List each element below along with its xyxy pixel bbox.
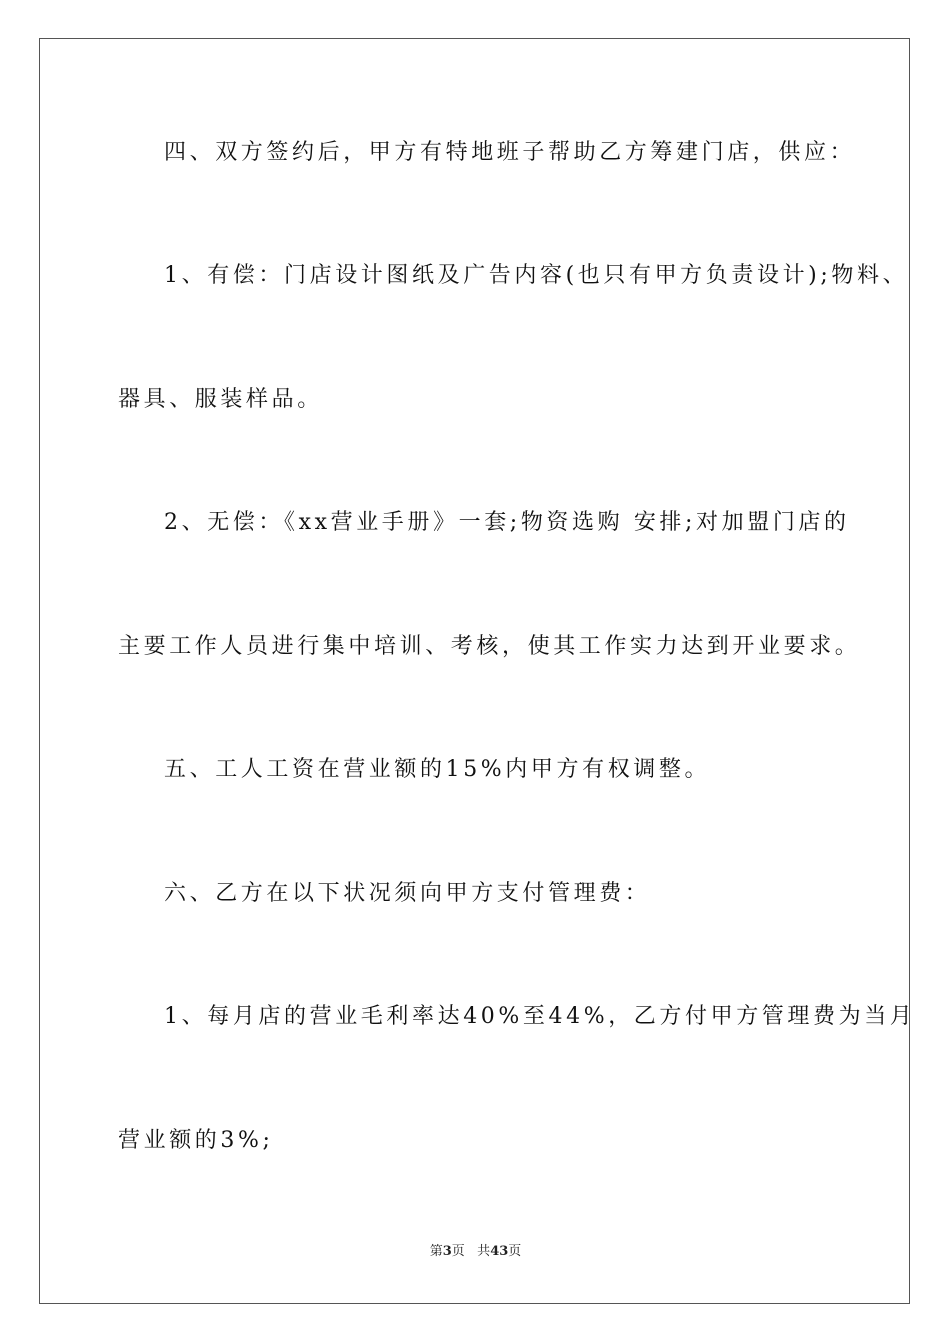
paragraph-section-four: 四、双方签约后，甲方有特地班子帮助乙方筹建门店，供应： [164,140,856,165]
paragraph-item-free: 2、无偿：《xx营业手册》一套;物资选购 安排;对加盟门店的 [164,510,850,535]
page-number: 3 [442,1244,452,1259]
page-suffix: 页 [451,1244,465,1259]
total-suffix: 页 [508,1244,522,1259]
paragraph-section-five: 五、工人工资在营业额的15%内甲方有权调整。 [164,757,711,782]
paragraph-section-six: 六、乙方在以下状况须向甲方支付管理费： [164,881,651,906]
paragraph-fee-item-one: 1、每月店的营业毛利率达40%至44%，乙方付甲方管理费为当月 [164,1004,916,1029]
paragraph-item-paid-continued: 器具、服装样品。 [118,387,323,412]
page-footer [40,1244,911,1260]
total-pages: 43 [490,1244,509,1259]
paragraph-item-paid: 1、有偿：门店设计图纸及广告内容(也只有甲方负责设计);物料、 [164,263,909,288]
total-prefix: 共 [477,1244,491,1259]
paragraph-item-free-continued: 主要工作人员进行集中培训、考核，使其工作实力达到开业要求。 [118,634,861,659]
page-prefix: 第 [429,1244,443,1259]
page-frame [39,38,916,1304]
paragraph-fee-item-one-continued: 营业额的3%; [118,1128,274,1153]
